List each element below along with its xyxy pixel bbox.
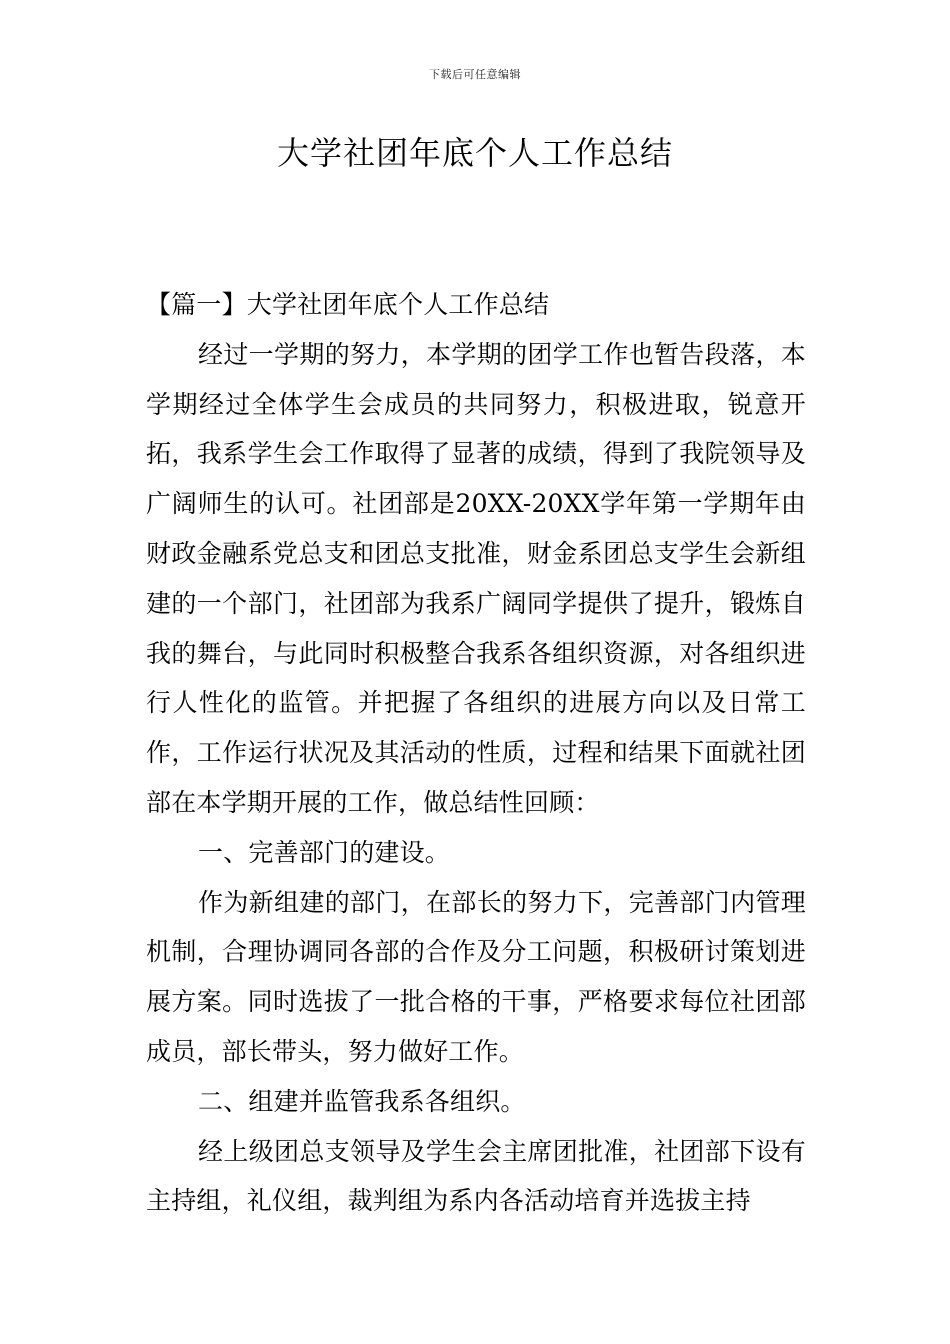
paragraph-heading-1: 一、完善部门的建设。 [198,837,451,867]
header-note: 下载后可任意编辑 [429,68,521,81]
paragraph-dept-building: 作为新组建的部门，在部长的努力下，完善部门内管理机制，合理协调同各部的合作及分工问题，积极研讨策划进展方案。同时选拔了一批合格的干事，严格要求每位社团部成员，部长带头，努力做好工作。 [146,887,806,1066]
paragraph-intro: 经过一学期的努力，本学期的团学工作也暂告段落，本学期经过全体学生会成员的共同努力，积极进取，锐意开拓，我系学生会工作取得了显著的成绩，得到了我院领导及广阔师生的认可。社团部是20XX-20XX学年第一学期年由财政金融系党总支和团总支批准，财金系团总支学生会新组建的一个部门，社团部为我系广阔同学提供了提升，锻炼自我的舞台，与此同时积极整合我系各组织资源，对各组织进行人性化的监管。并把握了各组织的进展方向以及日常工作，工作运行状况及其活动的性质，过程和结果下面就社团部在本学期开展的工作，做总结性回顾： [146,339,806,817]
paragraph-heading-2: 二、组建并监管我系各组织。 [198,1086,526,1116]
section-heading: 【篇一】大学社团年底个人工作总结 [146,290,550,319]
paragraph-org-supervision: 经上级团总支领导及学生会主席团批准，社团部下设有主持组，礼仪组，裁判组为系内各活动培育并选拔主持 [146,1136,806,1216]
document-body [146,280,806,1226]
document-title: 大学社团年底个人工作总结 [276,134,673,172]
